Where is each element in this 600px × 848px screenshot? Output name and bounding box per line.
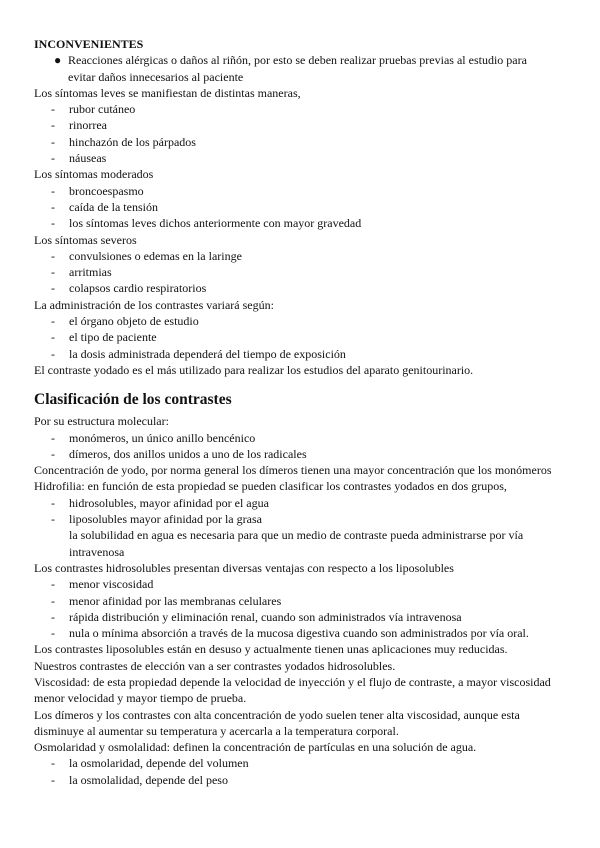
list-item: - monómeros, un único anillo bencénico xyxy=(51,430,256,445)
dash-icon: - xyxy=(51,756,55,771)
list-item: - la dosis administrada dependerá del tiempo de exposición xyxy=(51,346,346,361)
dash-icon: - xyxy=(51,609,55,624)
dash-icon: - xyxy=(51,314,55,329)
section-title: Clasificación de los contrastes xyxy=(34,391,232,409)
paragraph-moderados-intro: Los síntomas moderados xyxy=(34,167,154,182)
paragraph-yodado: El contraste yodado es el más utilizado para realizar los estudios del aparato genitourinario. xyxy=(34,362,474,377)
dash-icon: - xyxy=(51,134,55,149)
list-item: - rubor cutáneo xyxy=(51,102,136,117)
paragraph-eleccion: Nuestros contrastes de elección van a ser contrastes yodados hidrosolubles. xyxy=(34,658,396,673)
paragraph-concentracion: Concentración de yodo, por norma general los dímeros tienen una mayor concentración que los monómeros xyxy=(34,463,552,478)
dash-icon: - xyxy=(51,512,55,527)
list-item: - la osmolalidad, depende del peso xyxy=(51,772,228,787)
paragraph-dimeros-viscosidad: Los dímeros y los contrastes con alta concentración de yodo suelen tener alta viscosidad, aunque esta disminuye al aumentar su temperatura y acercarla a la temperatura corporal. xyxy=(34,707,520,738)
dash-icon: - xyxy=(51,593,55,608)
list-item: - el órgano objeto de estudio xyxy=(51,314,199,329)
list-item: - broncoespasmo xyxy=(51,183,144,198)
paragraph-hidrofilia: Hidrofilia: en función de esta propiedad se pueden clasificar los contrastes yodados en dos grupos, xyxy=(34,479,507,494)
dash-icon: - xyxy=(51,626,55,641)
bullet-item: ● Reacciones alérgicas o daños al riñón, por esto se deben realizar pruebas previas al estudio para xyxy=(54,53,527,68)
dash-icon: - xyxy=(51,183,55,198)
dash-icon: - xyxy=(51,281,55,296)
list-item: - la osmolaridad, depende del volumen xyxy=(51,756,249,771)
list-item: - los síntomas leves dichos anteriormente con mayor gravedad xyxy=(51,216,362,231)
dash-icon: - xyxy=(51,248,55,263)
list-item: - dímeros, dos anillos unidos a uno de los radicales xyxy=(51,446,307,461)
paragraph-leves-intro: Los síntomas leves se manifiestan de distintas maneras, xyxy=(34,85,301,100)
dash-icon: - xyxy=(51,265,55,280)
list-item: - menor afinidad por las membranas celulares xyxy=(51,593,282,608)
list-item: - nula o mínima absorción a través de la mucosa digestiva cuando son administrados por vía oral. xyxy=(51,626,529,641)
heading-inconvenientes: INCONVENIENTES xyxy=(34,37,144,51)
dash-icon: - xyxy=(51,330,55,345)
dash-icon: - xyxy=(51,577,55,592)
list-item: - colapsos cardio respiratorios xyxy=(51,281,207,296)
dash-icon: - xyxy=(51,346,55,361)
list-item: - náuseas xyxy=(51,151,107,166)
list-item: - rinorrea xyxy=(51,118,107,133)
list-item: - convulsiones o edemas en la laringe xyxy=(51,248,242,263)
paragraph-osmo-intro: Osmolaridad y osmolalidad: definen la concentración de partículas en una solución de agua. xyxy=(34,740,477,755)
bullet-item-continuation: evitar daños innecesarios al paciente xyxy=(68,69,244,84)
paragraph-estructura-intro: Por su estructura molecular: xyxy=(34,414,169,429)
dash-icon: - xyxy=(51,199,55,214)
dash-icon: - xyxy=(51,430,55,445)
list-item: - hinchazón de los párpados xyxy=(51,134,196,149)
list-item-continuation: la solubilidad en agua es necesaria para que un medio de contraste pueda administrarse por vía intravenosa xyxy=(69,528,524,559)
list-item: - arritmias xyxy=(51,265,112,280)
dash-icon: - xyxy=(51,118,55,133)
list-item: - el tipo de paciente xyxy=(51,330,157,345)
list-item: - hidrosolubles, mayor afinidad por el agua xyxy=(51,495,269,510)
paragraph-admin-intro: La administración de los contrastes variará según: xyxy=(34,297,274,312)
dash-icon: - xyxy=(51,151,55,166)
dash-icon: - xyxy=(51,772,55,787)
bullet-dot-icon: ● xyxy=(54,53,62,68)
dash-icon: - xyxy=(51,446,55,461)
dash-icon: - xyxy=(51,216,55,231)
paragraph-viscosidad: Viscosidad: de esta propiedad depende la velocidad de inyección y el flujo de contraste, a mayor viscosidad menor velocidad y mayor tiempo de prueba. xyxy=(34,674,551,706)
list-item: - caída de la tensión xyxy=(51,199,158,214)
paragraph-severos-intro: Los síntomas severos xyxy=(34,232,137,247)
list-item: - menor viscosidad xyxy=(51,577,154,592)
paragraph-liposolubles: Los contrastes liposolubles están en desuso y actualmente tienen unas aplicaciones muy reducidas. xyxy=(34,642,508,657)
list-item: - rápida distribución y eliminación renal, cuando son administrados vía intravenosa xyxy=(51,609,462,624)
dash-icon: - xyxy=(51,495,55,510)
list-item: - liposolubles mayor afinidad por la grasa xyxy=(51,512,262,527)
paragraph-ventajas-intro: Los contrastes hidrosolubles presentan diversas ventajas con respecto a los liposolubles xyxy=(34,560,454,575)
dash-icon: - xyxy=(51,102,55,117)
